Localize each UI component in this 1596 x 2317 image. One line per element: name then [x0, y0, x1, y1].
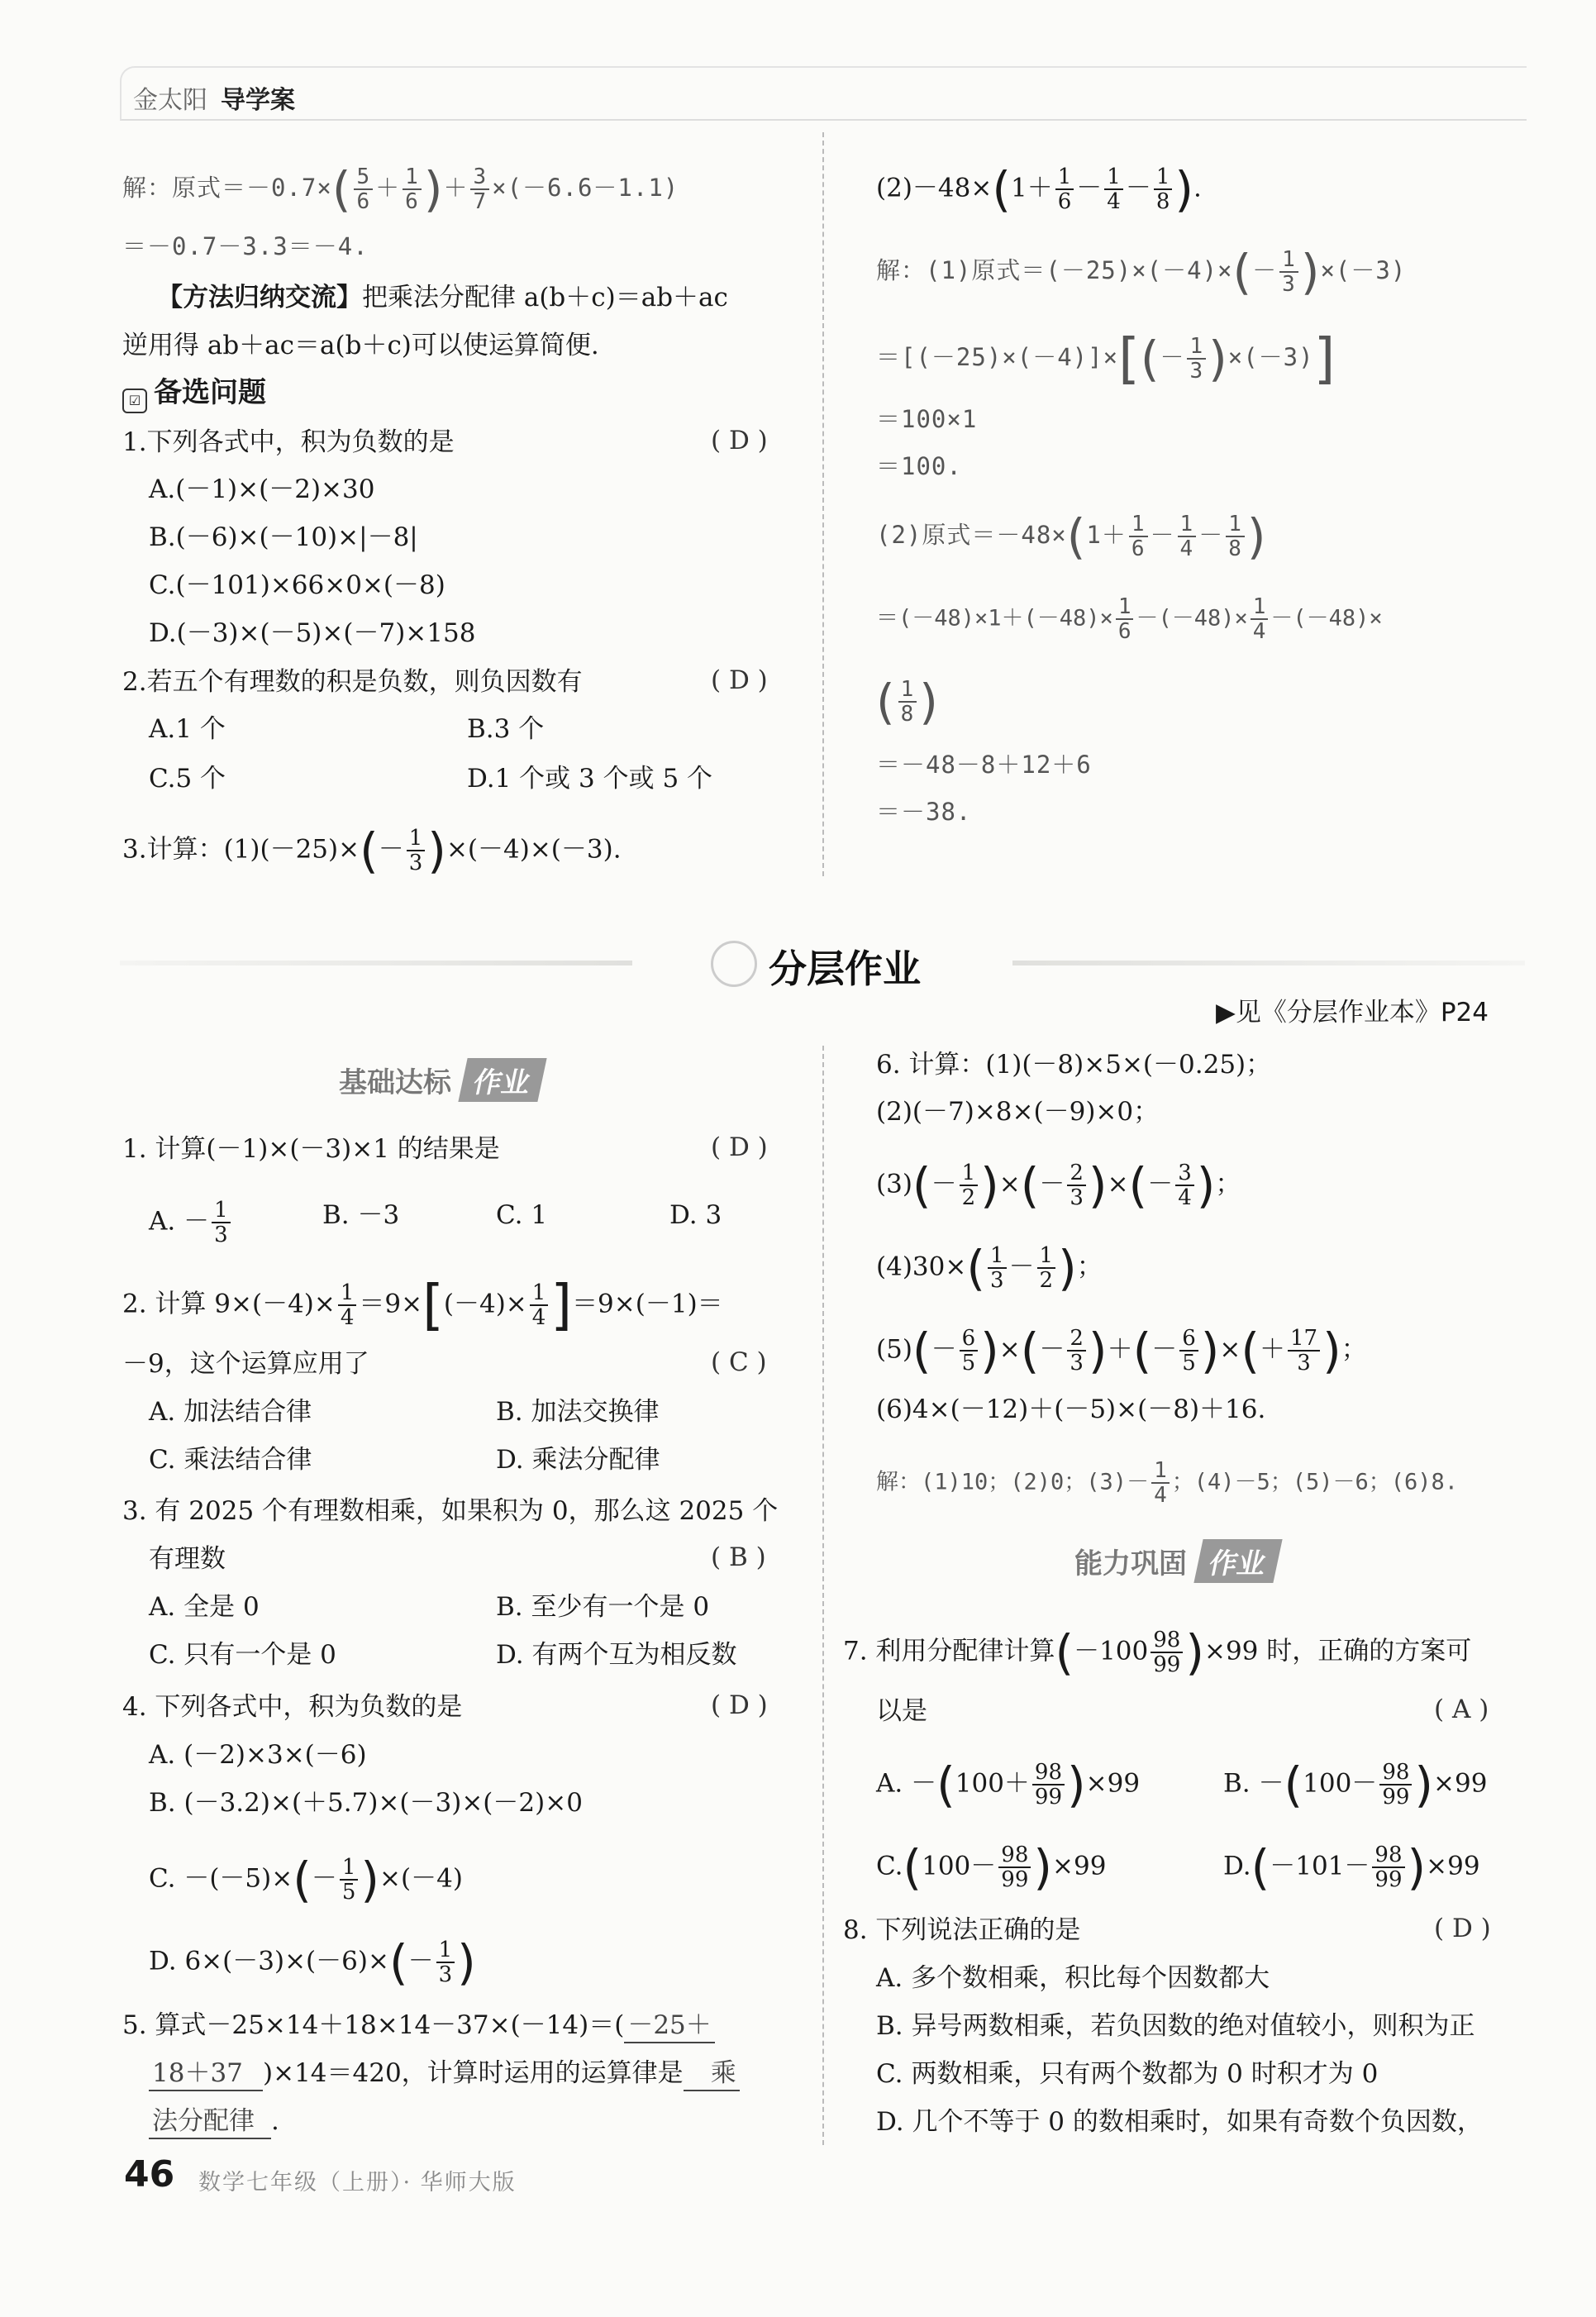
- backup-q2-option-b: B.3 个: [467, 714, 545, 744]
- basic-q5-line1: 5. 算式－25×14＋18×14－37×(－14)＝( －25＋: [122, 2009, 715, 2043]
- basic-q4-stem: 4. 下列各式中，积为负数的是: [122, 1692, 463, 1722]
- basic-q5-line2: 18＋37 )×14＝420，计算时运用的运算律是 乘: [149, 2057, 740, 2091]
- ability-level-tag: 作业: [1193, 1539, 1282, 1583]
- backup-q1-stem: 1.下列各式中，积为负数的是: [122, 427, 455, 457]
- hw-q7-option-d: D.(－101－ $\frac{98}{99}$ )×99: [1223, 1839, 1480, 1895]
- basic-q2-option-c: C. 乘法结合律: [149, 1445, 312, 1475]
- hw-q7-option-a: A. －(100＋ $\frac{98}{99}$ )×99: [876, 1757, 1141, 1813]
- solution-step-6: ＝(－48)×1＋(－48)× $\frac{1}{6}$ －(－48)× $\frac{1}{4}$ －(－48)×: [876, 594, 1383, 644]
- hw-q7-answer: ( A ): [1434, 1695, 1489, 1724]
- solution-line-1: 解：原式＝－0.7×( $\frac{5}{6}$ ＋ $\frac{1}{6}$ )＋ $\frac{3}{7}$ ×(－6.6－1.1): [122, 161, 679, 217]
- hw-q8-option-d: D. 几个不等于 0 的数相乘时，如果有奇数个负因数，: [876, 2107, 1483, 2137]
- hw-q8-option-a: A. 多个数相乘，积比每个因数都大: [876, 1963, 1270, 1993]
- hw-q7-line1: 7. 利用分配律计算(－100 $\frac{98}{99}$ )×99 时，正确的方案可: [843, 1624, 1472, 1681]
- checklist-icon: ☑: [122, 389, 147, 413]
- backup-q2-answer: ( D ): [711, 665, 768, 695]
- backup-q1-option-c: C.(－101)×66×0×(－8): [149, 570, 445, 600]
- solution-step-3: ＝100×1: [876, 405, 978, 433]
- basic-q5-blank-2-cont[interactable]: 法分配律: [149, 2105, 271, 2139]
- basic-q3-option-c: C. 只有一个是 0: [149, 1640, 336, 1670]
- homework-book-reference: ▶见《分层作业本》P24: [1216, 998, 1489, 1027]
- banner-left-stripe: [120, 961, 632, 965]
- hw-q7-option-c: C.(100－ $\frac{98}{99}$ )×99: [876, 1839, 1107, 1895]
- basic-q4-option-d: D. 6×(－3)×(－6)×(－ $\frac{1}{3}$ ): [149, 1934, 476, 1990]
- hw-q8-option-b: B. 异号两数相乘，若负因数的绝对值较小，则积为正: [876, 2011, 1475, 2041]
- banner-right-stripe: [1012, 961, 1525, 965]
- hw-q6-line1: 6. 计算：(1)(－8)×5×(－0.25)；: [876, 1050, 1272, 1080]
- basic-q4-option-c: C. －(－5)×(－ $\frac{1}{5}$ )×(－4): [149, 1852, 463, 1908]
- hw-q6-solution: 解：(1)10；(2)0；(3)－ $\frac{1}{4}$ ；(4)－5；(5)－6；(6)8.: [876, 1458, 1459, 1508]
- solution-step-4: ＝100.: [876, 452, 962, 480]
- solution-line-2: ＝－0.7－3.3＝－4.: [122, 232, 369, 260]
- basic-q5-line3: 法分配律 .: [149, 2105, 279, 2139]
- page-number: 46: [124, 2153, 175, 2195]
- backup-q2-stem: 2.若五个有理数的积是负数，则负因数有: [122, 667, 583, 697]
- hw-q6-line3: (3)(－ $\frac{1}{2}$ )×(－ $\frac{2}{3}$ )×(－ $\frac{3}{4}$ )；: [876, 1157, 1241, 1213]
- basic-q1-answer: ( D ): [711, 1132, 768, 1162]
- basic-q5-blank-2[interactable]: 乘: [684, 2057, 740, 2091]
- basic-q3-line2: 有理数: [149, 1544, 226, 1574]
- backup-q1-answer: ( D ): [711, 426, 768, 455]
- method-summary-2: 逆用得 ab＋ac＝a(b＋c)可以使运算简便.: [122, 331, 599, 360]
- basic-q2-line1: 2. 计算 9×(－4)× $\frac{1}{4}$ ＝9×[(－4)× $\frac{1}{4}$ ]＝9×(－1)＝: [122, 1273, 723, 1337]
- book-title: 数学七年级（上册）· 华师大版: [198, 2170, 517, 2195]
- problem-2-expression: (2)－48×(1＋ $\frac{1}{6}$ － $\frac{1}{4}$ － $\frac{1}{8}$ ).: [876, 161, 1202, 217]
- basic-q2-answer: ( C ): [711, 1347, 767, 1377]
- hw-q7-option-b: B. －(100－ $\frac{98}{99}$ )×99: [1223, 1757, 1488, 1813]
- basic-q3-option-b: B. 至少有一个是 0: [496, 1592, 710, 1622]
- basic-q3-option-d: D. 有两个互为相反数: [496, 1640, 737, 1670]
- basic-q2-line2: －9，这个运算应用了: [122, 1349, 369, 1379]
- banner-circle-icon: [711, 941, 757, 987]
- backup-q2-option-c: C.5 个: [149, 764, 226, 794]
- basic-q1-option-b: B. －3: [322, 1200, 400, 1230]
- basic-q1-stem: 1. 计算(－1)×(－3)×1 的结果是: [122, 1134, 500, 1164]
- hw-q8-option-c: C. 两数相乘，只有两个数都为 0 时积才为 0: [876, 2059, 1379, 2089]
- basic-q3-answer: ( B ): [711, 1542, 766, 1572]
- backup-q1-option-d: D.(－3)×(－5)×(－7)×158: [149, 618, 476, 648]
- basic-q5-blank-1-cont[interactable]: 18＋37: [149, 2057, 263, 2091]
- hw-q6-line2: (2)(－7)×8×(－9)×0；: [876, 1097, 1160, 1127]
- basic-q4-option-a: A. (－2)×3×(－6): [149, 1740, 367, 1770]
- basic-q2-option-b: B. 加法交换律: [496, 1397, 660, 1427]
- hw-q7-line2: 以是: [876, 1696, 927, 1726]
- backup-title: ☑ 备选问题: [122, 376, 266, 413]
- page-header: [120, 66, 1527, 121]
- hw-q6-line5: (5)(－ $\frac{6}{5}$ )×(－ $\frac{2}{3}$ )＋(－ $\frac{6}{5}$ )×(＋ $\frac{17}{3}$ )；: [876, 1323, 1367, 1379]
- method-summary: 【方法归纳交流】把乘法分配律 a(b＋c)＝ab＋ac: [157, 283, 728, 312]
- basic-q4-option-b: B. (－3.2)×(＋5.7)×(－3)×(－2)×0: [149, 1788, 583, 1818]
- basic-q1-option-d: D. 3: [669, 1200, 722, 1230]
- basic-q2-option-a: A. 加法结合律: [149, 1397, 312, 1427]
- section-banner: [120, 934, 1525, 992]
- backup-q2-option-d: D.1 个或 3 个或 5 个: [467, 764, 713, 794]
- ability-level-label: 能力巩固 作业: [1074, 1539, 1278, 1583]
- hw-q8-answer: ( D ): [1434, 1914, 1491, 1943]
- basic-q1-option-c: C. 1: [496, 1200, 548, 1230]
- column-divider-bottom: [822, 1046, 824, 2145]
- basic-q1-option-a: A. － $\frac{1}{3}$: [149, 1199, 233, 1247]
- basic-q3-line1: 3. 有 2025 个有理数相乘，如果积为 0，那么这 2025 个: [122, 1496, 779, 1526]
- brand-name: 金太阳: [133, 86, 207, 115]
- solution-step-2: ＝[(－25)×(－4)]×[(－ $\frac{1}{3}$ )×(－3)]: [876, 327, 1336, 390]
- header-title: 导学案: [221, 86, 295, 115]
- basic-level-label: 基础达标 作业: [339, 1058, 542, 1102]
- basic-level-tag: 作业: [458, 1058, 546, 1102]
- section-title: 分层作业: [769, 946, 921, 991]
- hw-q8-stem: 8. 下列说法正确的是: [843, 1915, 1081, 1945]
- backup-q2-option-a: A.1 个: [149, 714, 226, 744]
- solution-step-7: ( $\frac{1}{8}$ ): [876, 674, 939, 730]
- basic-q2-option-d: D. 乘法分配律: [496, 1445, 660, 1475]
- column-divider-top: [822, 132, 824, 876]
- backup-q1-option-a: A.(－1)×(－2)×30: [149, 474, 375, 504]
- basic-q5-blank-1[interactable]: －25＋: [624, 2009, 714, 2043]
- hw-q6-line4: (4)30×( $\frac{1}{3}$ － $\frac{1}{2}$ )；: [876, 1240, 1103, 1296]
- basic-q3-option-a: A. 全是 0: [149, 1592, 260, 1622]
- backup-q3: 3.计算：(1)(－25)×(－ $\frac{1}{3}$ )×(－4)×(－3).: [122, 822, 622, 879]
- backup-q1-option-b: B.(－6)×(－10)×|－8|: [149, 522, 418, 552]
- solution-step-1: 解：(1)原式＝(－25)×(－4)×(－ $\frac{1}{3}$ )×(－3): [876, 244, 1407, 300]
- solution-step-5: (2)原式＝－48×(1＋ $\frac{1}{6}$ － $\frac{1}{4}$ － $\frac{1}{8}$ ): [876, 508, 1267, 565]
- basic-q4-answer: ( D ): [711, 1690, 768, 1720]
- solution-step-9: ＝－38.: [876, 798, 972, 826]
- solution-step-8: ＝－48－8＋12＋6: [876, 751, 1092, 779]
- hw-q6-line6: (6)4×(－12)＋(－5)×(－8)＋16.: [876, 1394, 1266, 1424]
